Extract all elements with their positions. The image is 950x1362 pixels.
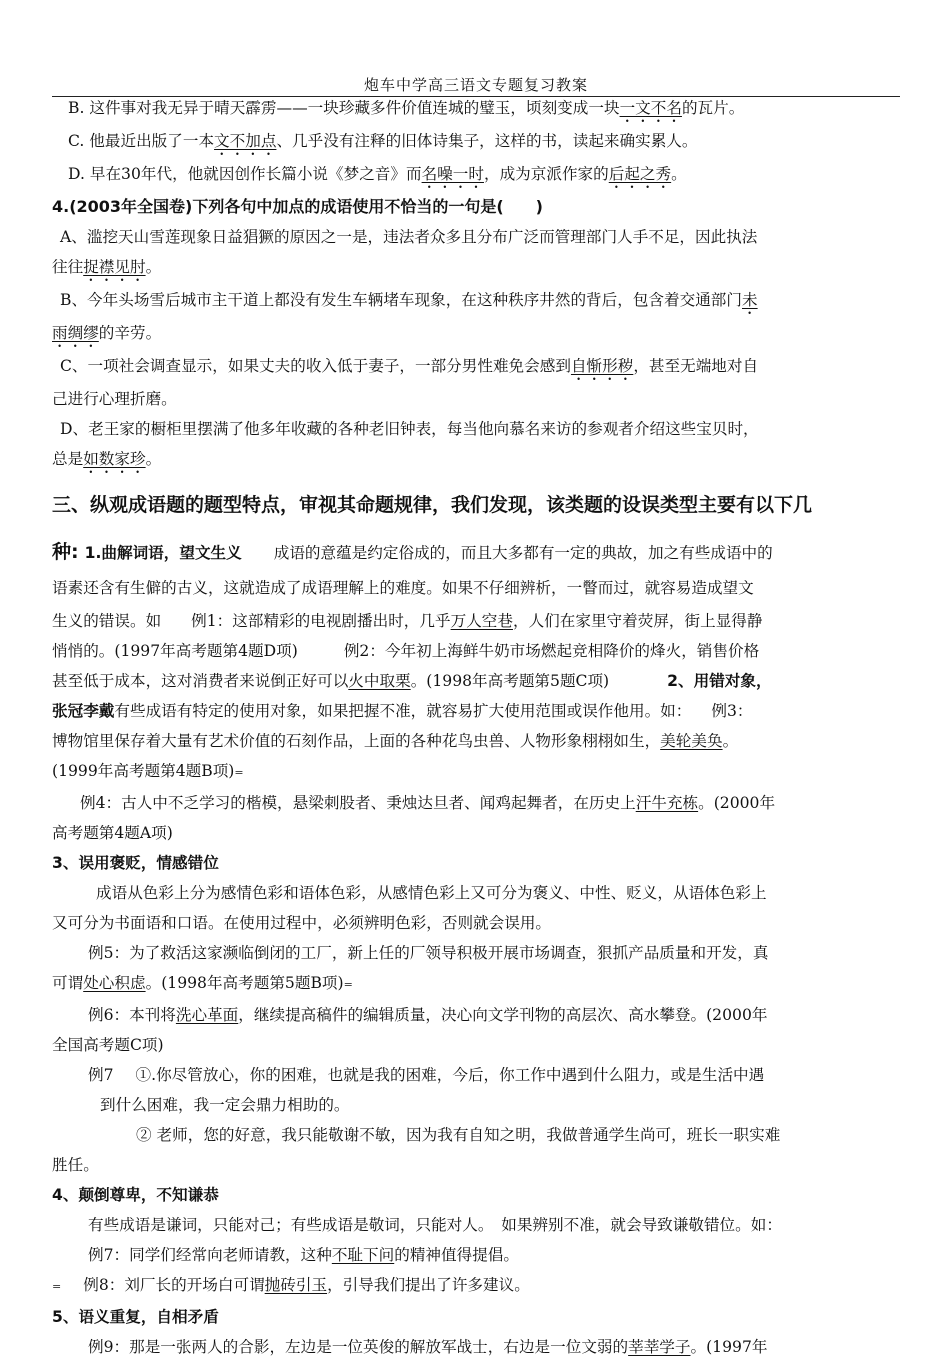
- q4-option-d-line2: 总是如数家珍。: [52, 450, 162, 468]
- q4-option-c-line2: 己进行心理折磨。: [52, 390, 177, 408]
- type3-example7-2: ② 老师，您的好意，我只能敬谢不敏，因为我有自知之明，我做普通学生尚可，班长一职实难: [136, 1126, 781, 1144]
- type3-line2: 又可分为书面语和口语。在使用过程中，必须辨明色彩，否则就会误用。: [52, 914, 552, 932]
- type3-example7-1: 例7 ①.你尽管放心，你的困难，也就是我的困难，今后，你工作中遇到什么阻力，或是生活中遇: [88, 1066, 765, 1084]
- type3-example7-2-line2: 胜任。: [52, 1156, 99, 1174]
- q4-option-b-line1: B、今年头场雪后城市主干道上都没有发生车辆堵车现象，在这种秩序井然的背后，包含着交通部门未: [60, 291, 758, 309]
- q3-option-d: D. 早在30年代，他就因创作长篇小说《梦之音》而名噪一时，成为京派作家的后起之秀。: [68, 165, 687, 183]
- type3-example6-line2: 全国高考题C项): [52, 1036, 164, 1054]
- type1-line5: 甚至低于成本，这对消费者来说倒正好可以火中取栗。(1998年高考题第5题C项) 2、用错对象，: [52, 672, 772, 690]
- type4-line1: 有些成语是谦词，只能对己；有些成语是敬词，只能对人。 如果辨别不准，就会导致谦敬错位。如：: [88, 1216, 782, 1234]
- type2-example4-line2: 高考题第4题A项): [52, 824, 173, 842]
- type4-example8: = 例8：刘厂长的开场白可谓抛砖引玉，引导我们提出了许多建议。: [52, 1276, 530, 1294]
- q3-option-c: C. 他最近出版了一本文不加点、几乎没有注释的旧体诗集子，这样的书，读起来确实累人。: [68, 132, 698, 150]
- q4-option-a-line1: A、滥挖天山雪莲现象日益猖獗的原因之一是，违法者众多且分布广泛而管理部门人手不足，因此执法: [60, 228, 758, 246]
- q4-option-d-line1: D、老王家的橱柜里摆满了他多年收藏的各种老旧钟表，每当他向慕名来访的参观者介绍这些宝贝时，: [60, 420, 759, 438]
- document-page: [52, 0, 900, 1362]
- page-header: 炮车中学高三语文专题复习教案: [363, 76, 588, 94]
- q4-option-b-line2: 雨绸缪的辛劳。: [52, 324, 162, 342]
- type2-line1: 张冠李戴有些成语有特定的使用对象，如果把握不准，就容易扩大使用范围或误作他用。如： 例3：: [52, 702, 753, 720]
- type1-line3: 生义的错误。如 例1：这部精彩的电视剧播出时，几乎万人空巷，人们在家里守着荧屏，街上显得静: [52, 612, 763, 630]
- section3-heading: 三、纵观成语题的题型特点，审视其命题规律，我们发现，该类题的设误类型主要有以下几: [52, 494, 813, 516]
- type2-example4: 例4：古人中不乏学习的楷模，悬梁刺股者、秉烛达旦者、闻鸡起舞者，在历史上汗牛充栋。(2000年: [80, 794, 776, 812]
- type5-title: 5、语义重复，自相矛盾: [52, 1308, 219, 1326]
- type4-example7: 例7：同学们经常向老师请教，这种不耻下问的精神值得提倡。: [88, 1246, 519, 1264]
- type5-example9: 例9：那是一张两人的合影，左边是一位英俊的解放军战士，右边是一位文弱的莘莘学子。(1997年: [88, 1338, 768, 1356]
- type3-example5: 例5：为了救活这家濒临倒闭的工厂，新上任的厂领导积极开展市场调查，狠抓产品质量和开发，真: [88, 944, 769, 962]
- type3-example5-line2: 可谓处心积虑。(1998年高考题第5题B项)=: [52, 974, 353, 992]
- type1-line1: 种: 1.曲解词语，望文生义 成语的意蕴是约定俗成的，而且大多都有一定的典故，加之有些成语中的: [52, 541, 773, 563]
- type4-title: 4、颠倒尊卑，不知谦恭: [52, 1186, 219, 1204]
- type2-line3: (1999年高考题第4题B项)=: [52, 762, 244, 780]
- q3-option-b: B. 这件事对我无异于晴天霹雳——一块珍藏多件价值连城的璧玉，顷刻变成一块一文不名的瓦片。: [68, 99, 745, 117]
- type1-line4: 悄悄的。(1997年高考题第4题D项) 例2：今年初上海鲜牛奶市场燃起竞相降价的烽火，销售价格: [52, 642, 760, 660]
- type3-example7-1-line2: 到什么困难，我一定会鼎力相助的。: [100, 1096, 350, 1114]
- q4-option-a-line2: 往往捉襟见肘。: [52, 258, 162, 276]
- q4-option-c-line1: C、一项社会调查显示，如果丈夫的收入低于妻子，一部分男性难免会感到自惭形秽，甚至无端地对自: [60, 357, 759, 375]
- type3-line1: 成语从色彩上分为感情色彩和语体色彩，从感情色彩上又可分为褒义、中性、贬义，从语体色彩上: [96, 884, 767, 902]
- type3-example6: 例6：本刊将洗心革面，继续提高稿件的编辑质量，决心向文学刊物的高层次、高水攀登。(2000年: [88, 1006, 768, 1024]
- type2-line2: 博物馆里保存着大量有艺术价值的石刻作品，上面的各种花鸟虫兽、人物形象栩栩如生，美轮美奂。: [52, 732, 739, 750]
- type1-line2: 语素还含有生僻的古义，这就造成了成语理解上的难度。如果不仔细辨析，一瞥而过，就容易造成望文: [52, 579, 754, 597]
- q4-title: 4.(2003年全国卷)下列各句中加点的成语使用不恰当的一句是( ): [52, 197, 543, 216]
- type3-title: 3、误用褒贬，情感错位: [52, 854, 219, 872]
